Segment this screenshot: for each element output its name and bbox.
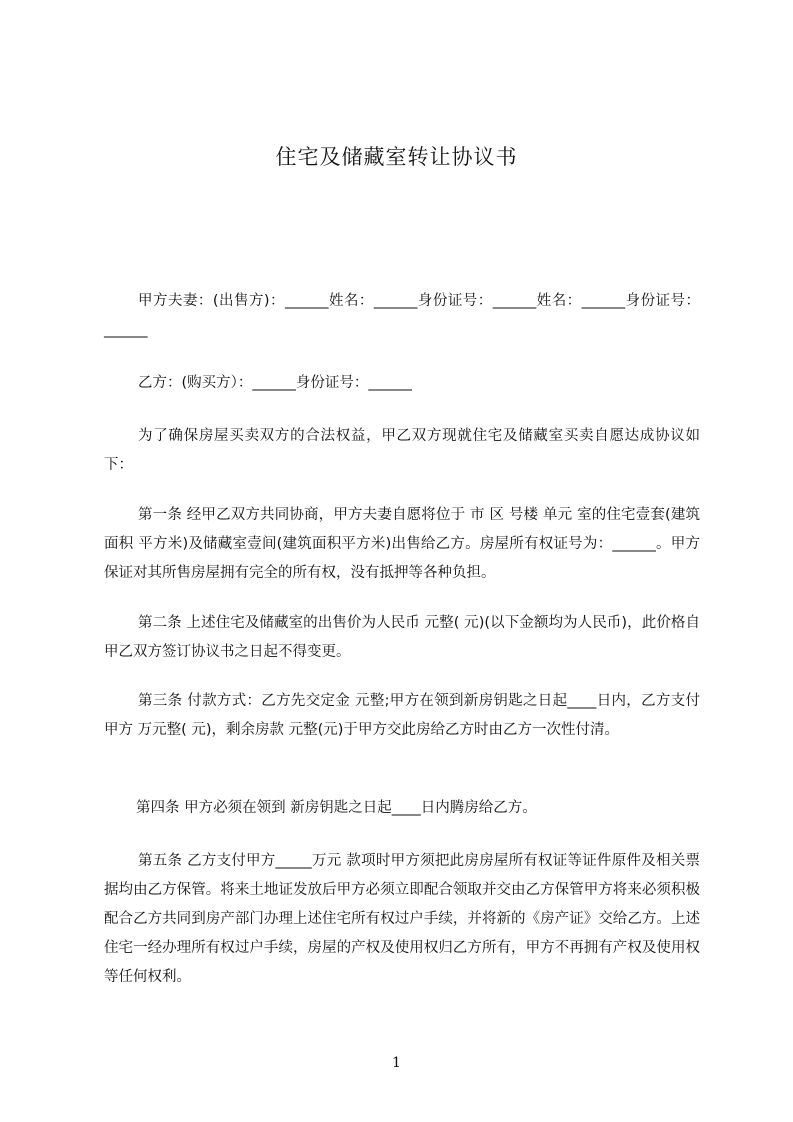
article-1-paragraph: 第一条 经甲乙双方共同协商，甲方夫妻自愿将位于 市 区 号楼 单元 室的住宅壹套(建筑面积 平方米)及储藏室壹间(建筑面积平方米)出售给乙方。房屋所有权证号为：______。甲方保证对其所售房屋拥有完全的所有权，没有抵押等各种负担。 xyxy=(104,507,700,581)
article-5-paragraph: 第五条 乙方支付甲方_____万元 款项时甲方须把此房房屋所有权证等证件原件及相关票据均由乙方保管。将来土地证发放后甲方必须立即配合领取并交由乙方保管甲方将来必须积极配合乙方共同到房产部门办理上述住宅所有权过户手续，并将新的《房产证》交给乙方。上述住宅一经办理所有权过户手续，房屋的产权及使用权归乙方所有，甲方不再拥有产权及使用权等任何权利。 xyxy=(104,853,700,985)
intro-paragraph: 为了确保房屋买卖双方的合法权益，甲乙双方现就住宅及储藏室买卖自愿达成协议如下： xyxy=(104,428,700,473)
document-title: 住宅及储藏室转让协议书 xyxy=(275,145,518,169)
page-number: 1 xyxy=(392,1055,401,1071)
article-4-paragraph: 第四条 甲方必须在领到 新房钥匙之日起____日内腾房给乙方。 xyxy=(136,800,537,816)
party-a-paragraph: 甲方夫妻：(出售方)：______姓名：______身份证号：______姓名：______身份证号：______ xyxy=(104,293,700,338)
article-3-paragraph: 第三条 付款方式：乙方先交定金 元整;甲方在领到新房钥匙之日起____日内，乙方支付甲方 万元整( 元)，剩余房款 元整(元)于甲方交此房给乙方时由乙方一次性付清。 xyxy=(104,693,700,738)
party-b-paragraph: 乙方：(购买方）：______身份证号：______ xyxy=(138,375,412,391)
article-2-paragraph: 第二条 上述住宅及储藏室的出售价为人民币 元整( 元)(以下金额均为人民币)，此价格自甲乙双方签订协议书之日起不得变更。 xyxy=(104,615,700,660)
